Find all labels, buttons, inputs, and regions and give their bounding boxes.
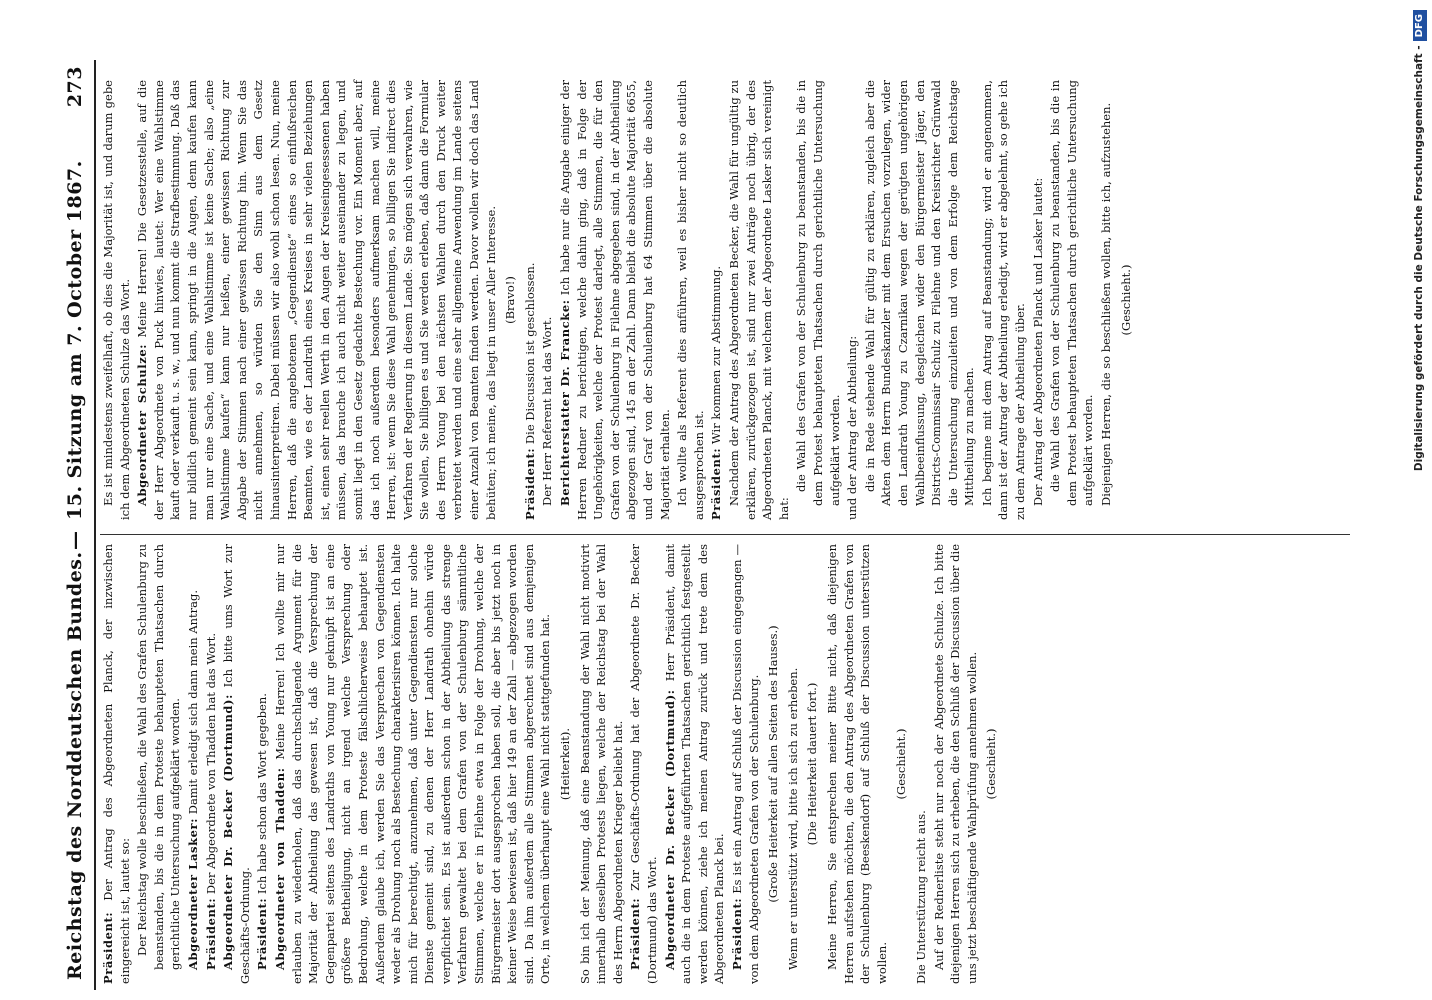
- paragraph: [793, 80, 843, 506]
- paragraph: [1047, 80, 1097, 506]
- speaker-name: Präsident:: [628, 897, 643, 970]
- paragraph: [844, 80, 861, 520]
- paragraph-text: Der Reichstag wolle beschließen, die Wahl des Grafen Schulenburg zu beanstanden, bis die in dem Proteste behaupteten Thatsachen durch gerichtliche Untersuchung aufgeklärt worden.: [135, 544, 183, 970]
- paragraph-text: Ich habe schon das Wort gegeben.: [255, 693, 270, 895]
- speaker-name: Präsident:: [101, 911, 115, 984]
- paragraph-text: Meine Herren! Ich wollte mir nur erlauben zu wiederholen, daß das durchschlagende Argument für die Majorität der Abtheilung das gewesen ist, daß die Versprechung der Gegenpartei seitens des Landraths von Young nur geknüpft ist an eine größere Betheiligung, nicht an irgend welche Versprechung oder Bedrohung, welche in dem Proteste fälschlicherweise behauptet ist. Außerdem glaube ich, werden Sie das Versprechen von Gegendiensten weder als Drohung noch als Bestechung charakterisiren können. Ich halte mich für berechtigt, anzunehmen, daß unter Gegendiensten nur solche Dienste gemeint sind, zu denen der Herr Landrath ohnehin würde verpflichtet sein. Es ist außerdem schon in der Abtheilung das strenge Verfahren gewaltet bei dem Grafen von der Schulenburg sämmtliche Stimmen, welche er in Filehne etwa in Folge der Drohung, welche der Bürgermeister dort ausgesprochen haben soll, die aber bis jetzt noch in keiner Weise bewiesen ist, daß hier 149 an der Zahl — abgezogen worden sind. Da ihm außerdem alle Stimmen abgerechnet sind aus demjenigen Orte, in welchem überhaupt eine Wahl nicht stattgefunden hat.: [272, 544, 553, 984]
- paragraph: [765, 544, 782, 984]
- paragraph-text: (Geschieht.): [894, 728, 909, 800]
- right-column: [100, 80, 1137, 520]
- paragraph: [1098, 80, 1115, 520]
- paragraph: [220, 544, 253, 984]
- rotated-document-page: [60, 60, 1360, 990]
- paragraph: [862, 80, 978, 506]
- paragraph: [979, 80, 1029, 520]
- paragraph-text: die in Rede stehende Wahl für gültig zu erklären, zugleich aber die Akten dem Herrn Bundeskanzler mit dem Ersuchen vorzulegen, wider den Landrath Young zu Czarnikau wegen der gerügten ungehörigen Wahlbeeinflussung, desgleichen wider den Bürgermeister Jäger, den Districts-Commissair Schulz zu Filehne und den Kreisrichter Grünwald die Untersuchung einzuleiten und von dem Erfolge dem Reichstage Mittheilung zu machen.: [862, 80, 977, 506]
- paragraph: [785, 544, 802, 984]
- paragraph: [708, 80, 725, 520]
- paragraph-text: Meine Herren! Die Gesetzesstelle, auf die der Herr Abgeordnete von Puck hinwies, lautet: Wer eine Wahlstimme kauft oder verkauft u. s. w., und nun kommt die Strafbestimmung. Daß das nur bildlich gemeint sein kann, springt in die Augen, denn kaufen kann man nur eine Sache, und eine Wahlstimme ist keine Sache; also „eine Wahlstimme kaufen“ kann nur heißen, einer gewissen Richtung zur Abgabe der Stimmen nach einer gewissen Richtung hin. Wenn Sie das nicht annehmen, so würden Sie den Sinn aus dem Gesetz hinausinterpretiren. Dabei müssen wir also wohl schon lesen. Nun, meine Herren, daß die angebotenen „Gegendienste“ eines so einflußreichen Beamten, wie es der Landrath eines Kreises in sehr vielen Beziehungen ist, einen sehr reellen Werth in den Augen der Kreiseingesessenen haben müssen, das brauche ich auch nicht weiter auseinander zu legen, und somit liegt in den Gesetz gedachte Bestechung vor. Ein Moment aber, auf das ich noch außerdem besonders aufmerksam machen will, meine Herren, ist: wenn Sie diese Wahl genehmigen, so billigen Sie indirect dies Verfahren der Regierung in diesem Lande. Sie mögen sich verwahren, wie Sie wollen, Sie billigen es und Sie werden erleben, daß dann die Formular des Herrn Young bei den nächsten Wahlen durch den Druck weiter verbreitet werden und eine sehr allgemeine Anwendung im Lande seitens einer Anzahl von Beamten finden werden. Davor wollen wir doch das Land behüten; ich meine, das liegt in unser Aller Interesse.: [135, 79, 498, 520]
- paragraph: [100, 544, 133, 984]
- paragraph-text: Meine Herren, Sie entsprechen meiner Bitte nicht, daß diejenigen Herren aufstehen möchten, die den Antrag des Abgeordneten Grafen von der Schulenburg (Beeskendorf) auf Schluß der Discussion unterstützen wollen.: [824, 544, 889, 984]
- left-column: [100, 544, 1003, 984]
- paragraph-text: Es ist mindestens zweifelhaft, ob dies die Majorität ist, und darum gebe ich dem Abgeordneten Schulze das Wort.: [101, 80, 132, 520]
- dfg-logo: DFG: [1413, 10, 1427, 41]
- paragraph: [824, 544, 890, 984]
- paragraph: [100, 80, 133, 520]
- paragraph-text: Nachdem der Antrag des Abgeordneten Becker, die Wahl für ungültig zu erklären, zurückgezogen ist, sind nur zwei Anträge noch übrig, der des Abgeordneten Planck, mit welchem der Abgeordnete Lasker sich vereinigt hat:: [726, 80, 791, 520]
- paragraph-text: Zur Geschäfts-Ordnung hat der Abgeordnete Dr. Becker (Dortmund) das Wort.: [628, 543, 659, 984]
- paragraph-text: Der Antrag des Abgeordneten Planck, der inzwischen eingereicht ist, lautet so:: [101, 544, 132, 984]
- speaker-name: Berichterstatter Dr. Francke:: [558, 299, 573, 506]
- paragraph: [662, 544, 728, 984]
- paragraph-text: Die Discussion ist geschlossen.: [522, 262, 537, 445]
- paragraph-text: Ich wollte als Referent dies anführen, weil es bisher nicht so deutlich ausgesprochen ist.: [675, 80, 706, 520]
- paragraph: [1030, 80, 1047, 520]
- speaker-name: Präsident:: [709, 447, 724, 520]
- paragraph-text: Herr Präsident, damit auch die in dem Proteste aufgeführten Thatsachen gerichtlich festgestellt werden können, ziehe ich meinen Antrag zurück und trete dem des Abgeordneten Planck bei.: [662, 544, 727, 984]
- paragraph-text: (Geschieht.): [984, 728, 999, 800]
- paragraph-text: Ich habe nur die Angabe einiger der Herren Redner zu berichtigen, welche dahin ging, daß in Folge der Ungehörigkeiten, welche der Protest darlegt, alle Stimmen, die für den Grafen von der Schulenburg in Filehne abgegeben sind, in der Abtheilung abgezogen sind, 145 an der Zahl. Dann bleibt die absolute Majorität 6655, und der Graf von der Schulenburg hat 64 Stimmen über die absolute Majorität erhalten.: [558, 80, 672, 520]
- paragraph: [913, 544, 930, 984]
- paragraph-text: Ich bitte ums Wort zur Geschäfts-Ordnung.: [221, 543, 252, 984]
- header-dash: —: [64, 530, 86, 550]
- paragraph: [203, 544, 220, 984]
- paragraph: [1118, 80, 1135, 520]
- digitization-credit: [1408, 10, 1430, 990]
- credit-text: Digitalisierung gefördert durch die Deutsche Forschungsgemeinschaft -: [1413, 45, 1425, 472]
- paragraph: [577, 544, 627, 984]
- paragraph: [557, 544, 574, 984]
- paragraph-text: (Heiterkeit).: [558, 727, 573, 801]
- speaker-name: Abgeordneter Dr. Becker (Dortmund):: [662, 689, 677, 970]
- paragraph: [557, 80, 673, 520]
- page-number: 273: [64, 66, 86, 108]
- speaker-name: Abgeordneter Lasker:: [185, 817, 200, 970]
- paragraph: [893, 544, 910, 984]
- paragraph: [804, 544, 821, 984]
- paragraph-text: (Bravo!): [503, 276, 518, 324]
- paragraph: [185, 544, 202, 984]
- header-title: Reichstag des Norddeutschen Bundes.: [64, 551, 86, 980]
- paragraph: [522, 80, 539, 520]
- paragraph-text: Die Unterstützung reicht aus.: [913, 810, 928, 984]
- page-header: [60, 60, 96, 990]
- paragraph: [134, 80, 499, 520]
- speaker-name: Präsident:: [729, 897, 744, 970]
- paragraph-text: Damit erledigt sich dann mein Antrag.: [185, 589, 200, 815]
- paragraph-text: Wir kommen zur Abstimmung.: [709, 265, 724, 445]
- paragraph-text: Wenn er unterstützt wird, bitte ich sich zu erheben.: [785, 667, 800, 970]
- paragraph: [272, 544, 554, 984]
- paragraph-text: die Wahl des Grafen von der Schulenburg zu beanstanden, bis die in dem Protest behaupteten Thatsachen durch gerichtliche Untersuchung aufgeklärt worden.: [1048, 80, 1096, 506]
- paragraph: [983, 544, 1000, 984]
- paragraph-text: Der Antrag der Abgeordneten Planck und Lasker lautet:: [1030, 177, 1045, 506]
- paragraph-text: Der Abgeordnete von Thadden hat das Wort.: [203, 632, 218, 895]
- paragraph-text: und der Antrag der Abtheilung:: [845, 335, 860, 520]
- paragraph-text: Diejenigen Herren, die so beschließen wollen, bitte ich, aufzustehen.: [1099, 102, 1114, 506]
- speaker-name: Abgeordneter von Thadden:: [272, 767, 287, 970]
- paragraph: [134, 544, 184, 970]
- header-session: 15. Sitzung am 7. October 1867.: [64, 160, 86, 520]
- paragraph-text: (Die Heiterkeit dauert fort.): [805, 682, 820, 846]
- paragraph-text: Der Herr Referent hat das Wort.: [540, 316, 555, 506]
- speaker-name: Abgeordneter Schulze:: [135, 343, 150, 506]
- paragraph: [627, 544, 660, 984]
- speaker-name: Präsident:: [203, 897, 218, 970]
- paragraph-text: die Wahl des Grafen von der Schulenburg zu beanstanden, bis die in dem Protest behaupteten Thatsachen durch gerichtliche Untersuchung aufgeklärt worden.: [794, 80, 842, 506]
- paragraph: [502, 80, 519, 520]
- paragraph: [726, 80, 792, 520]
- paragraph: [931, 544, 981, 984]
- paragraph-text: (Geschieht.): [1118, 264, 1133, 336]
- paragraph: [539, 80, 556, 520]
- paragraph-text: Es ist ein Antrag auf Schluß der Discussion eingegangen — von dem Abgeordneten Grafen von der Schulenburg.: [729, 543, 761, 984]
- paragraph: [254, 544, 271, 984]
- speaker-name: Präsident:: [255, 897, 270, 970]
- column-divider: [100, 534, 1350, 535]
- paragraph-text: So bin ich der Meinung, daß eine Beanstandung der Wahl nicht motivirt innerhalb desselben Protests liegen, welche der Reichstag bei der Wahl des Herrn Abgeordneten Krieger beliebt hat.: [577, 544, 625, 984]
- paragraph-text: Ich beginne mit dem Antrag auf Beanstandung; wird er angenommen, dann ist der Antrag der Abtheilung erledigt, wird er abgelehnt, so gehe ich zu dem Antrage der Abtheilung über.: [979, 80, 1028, 520]
- paragraph-text: (Große Heiterkeit auf allen Seiten des Hauses.): [766, 625, 781, 903]
- paragraph-text: Auf der Rednerliste steht nur noch der Abgeordnete Schulze. Ich bitte diejenigen Herren sich zu erheben, die den Schluß der Discussion über die uns jetzt beschäftigende Wahlprüfung annehmen wollen.: [931, 544, 979, 984]
- speaker-name: Abgeordneter Dr. Becker (Dortmund):: [221, 694, 236, 970]
- paragraph: [729, 544, 762, 984]
- paragraph: [674, 80, 707, 520]
- speaker-name: Präsident:: [522, 447, 537, 520]
